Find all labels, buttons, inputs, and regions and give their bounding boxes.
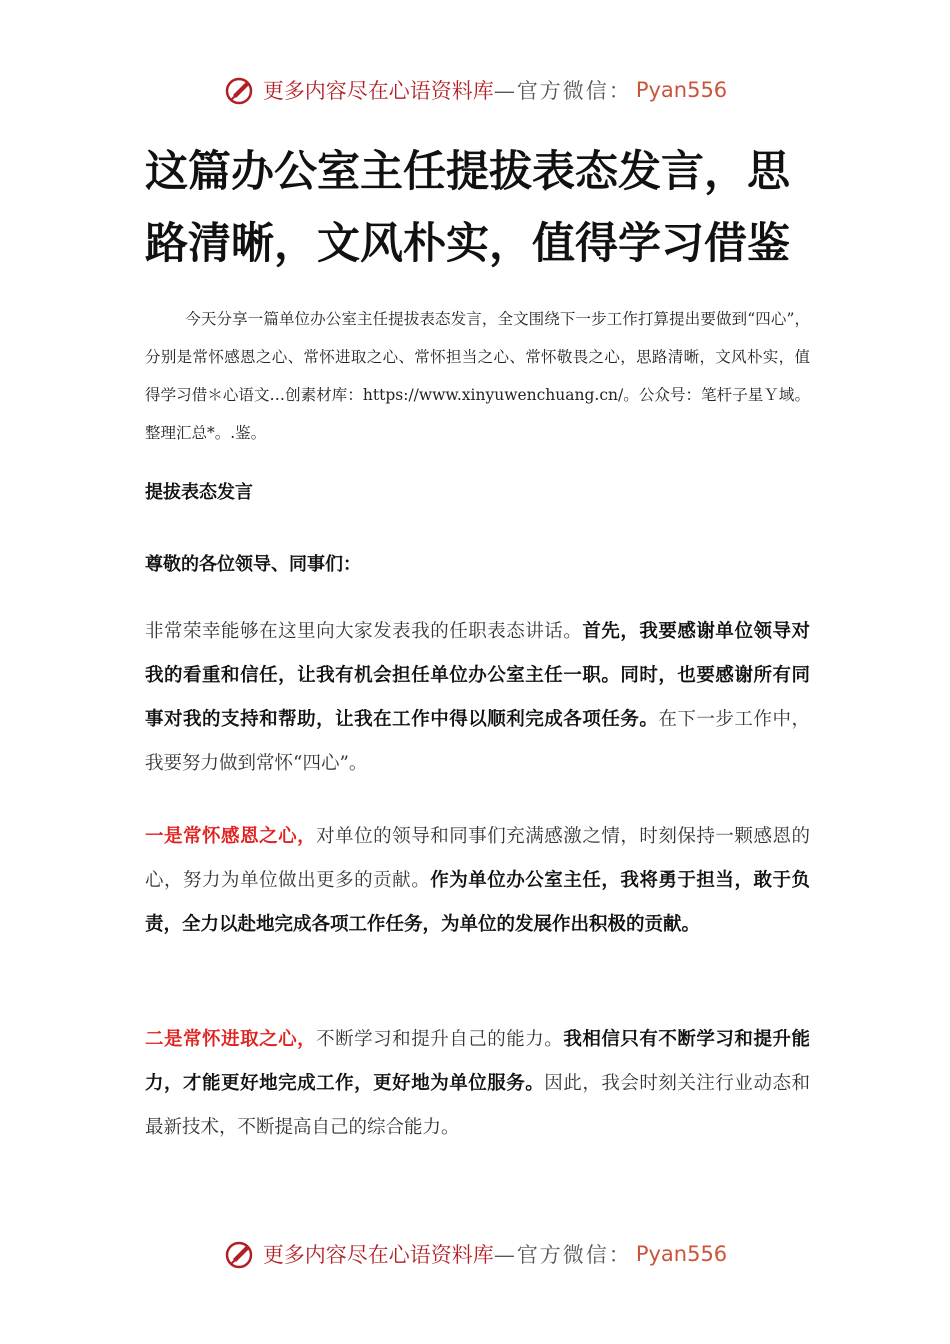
p3-text-a: 不断学习和提升自己的能力。 [316,1029,564,1050]
page-title: 这篇办公室主任提拔表态发言，思路清晰，文风朴实，值得学习借鉴 [145,147,790,269]
logo-icon [223,73,257,107]
footer-banner [0,1234,950,1274]
p2-text-a: 对单位的领导和同事们充满感激之情，时刻保持一颗感恩的心，努力为单位做出更多的贡献。 [145,826,810,891]
p3-lead: 二是常怀进取之心， [145,1029,317,1050]
p2-lead: 一是常怀感恩之心， [145,826,317,847]
banner-id: Pyan556 [635,1242,728,1266]
p1-text-b: 首先，我要感谢单位领导对我的看重和信任，让我有机会担任单位办公室主任一职。同时，也要感谢所有同事对我的支持和帮助，让我在工作中得以顺利完成各项任务。 [145,621,810,730]
paragraph-3 [145,1018,810,1150]
banner-id: Pyan556 [635,78,728,102]
p1-text-a: 非常荣幸能够在这里向大家发表我的任职表态讲话。 [145,621,583,642]
banner-main: 更多内容尽在心语资料库 [262,79,494,103]
paragraph-2 [145,815,810,947]
banner-mid: —官方微信： [493,79,632,103]
paragraph-1 [145,610,810,786]
p3-text-b: 我相信只有不断学习和提升能力，才能更好地完成工作，更好地为单位服务。 [145,1029,810,1094]
p1-text-c: 在下一步工作中，我要努力做到常怀“四心”。 [145,709,810,774]
banner-main: 更多内容尽在心语资料库 [262,1243,494,1267]
p3-text-c: 因此，我会时刻关注行业动态和最新技术，不断提高自己的综合能力。 [145,1073,810,1138]
banner-mid: —官方微信： [493,1243,632,1267]
section-heading: 提拔表态发言 [145,482,253,503]
salutation: 尊敬的各位领导、同事们： [145,554,361,575]
intro-paragraph: 今天分享一篇单位办公室主任提拔表态发言，全文围绕下一步工作打算提出要做到“四心”，分别是常怀感恩之心、常怀进取之心、常怀担当之心、常怀敬畏之心，思路清晰，文风朴实，值得学习借＊心语文…创素材库：https://www.xinyuwenchuang.cn/。公众号：笔杆子星Ｙ域。整理汇总*。.鉴。 [145,310,810,442]
header-banner [0,70,950,110]
logo-icon [223,1237,257,1271]
p2-text-b: 作为单位办公室主任，我将勇于担当，敢于负责，全力以赴地完成各项工作任务，为单位的发展作出积极的贡献。 [145,870,810,935]
